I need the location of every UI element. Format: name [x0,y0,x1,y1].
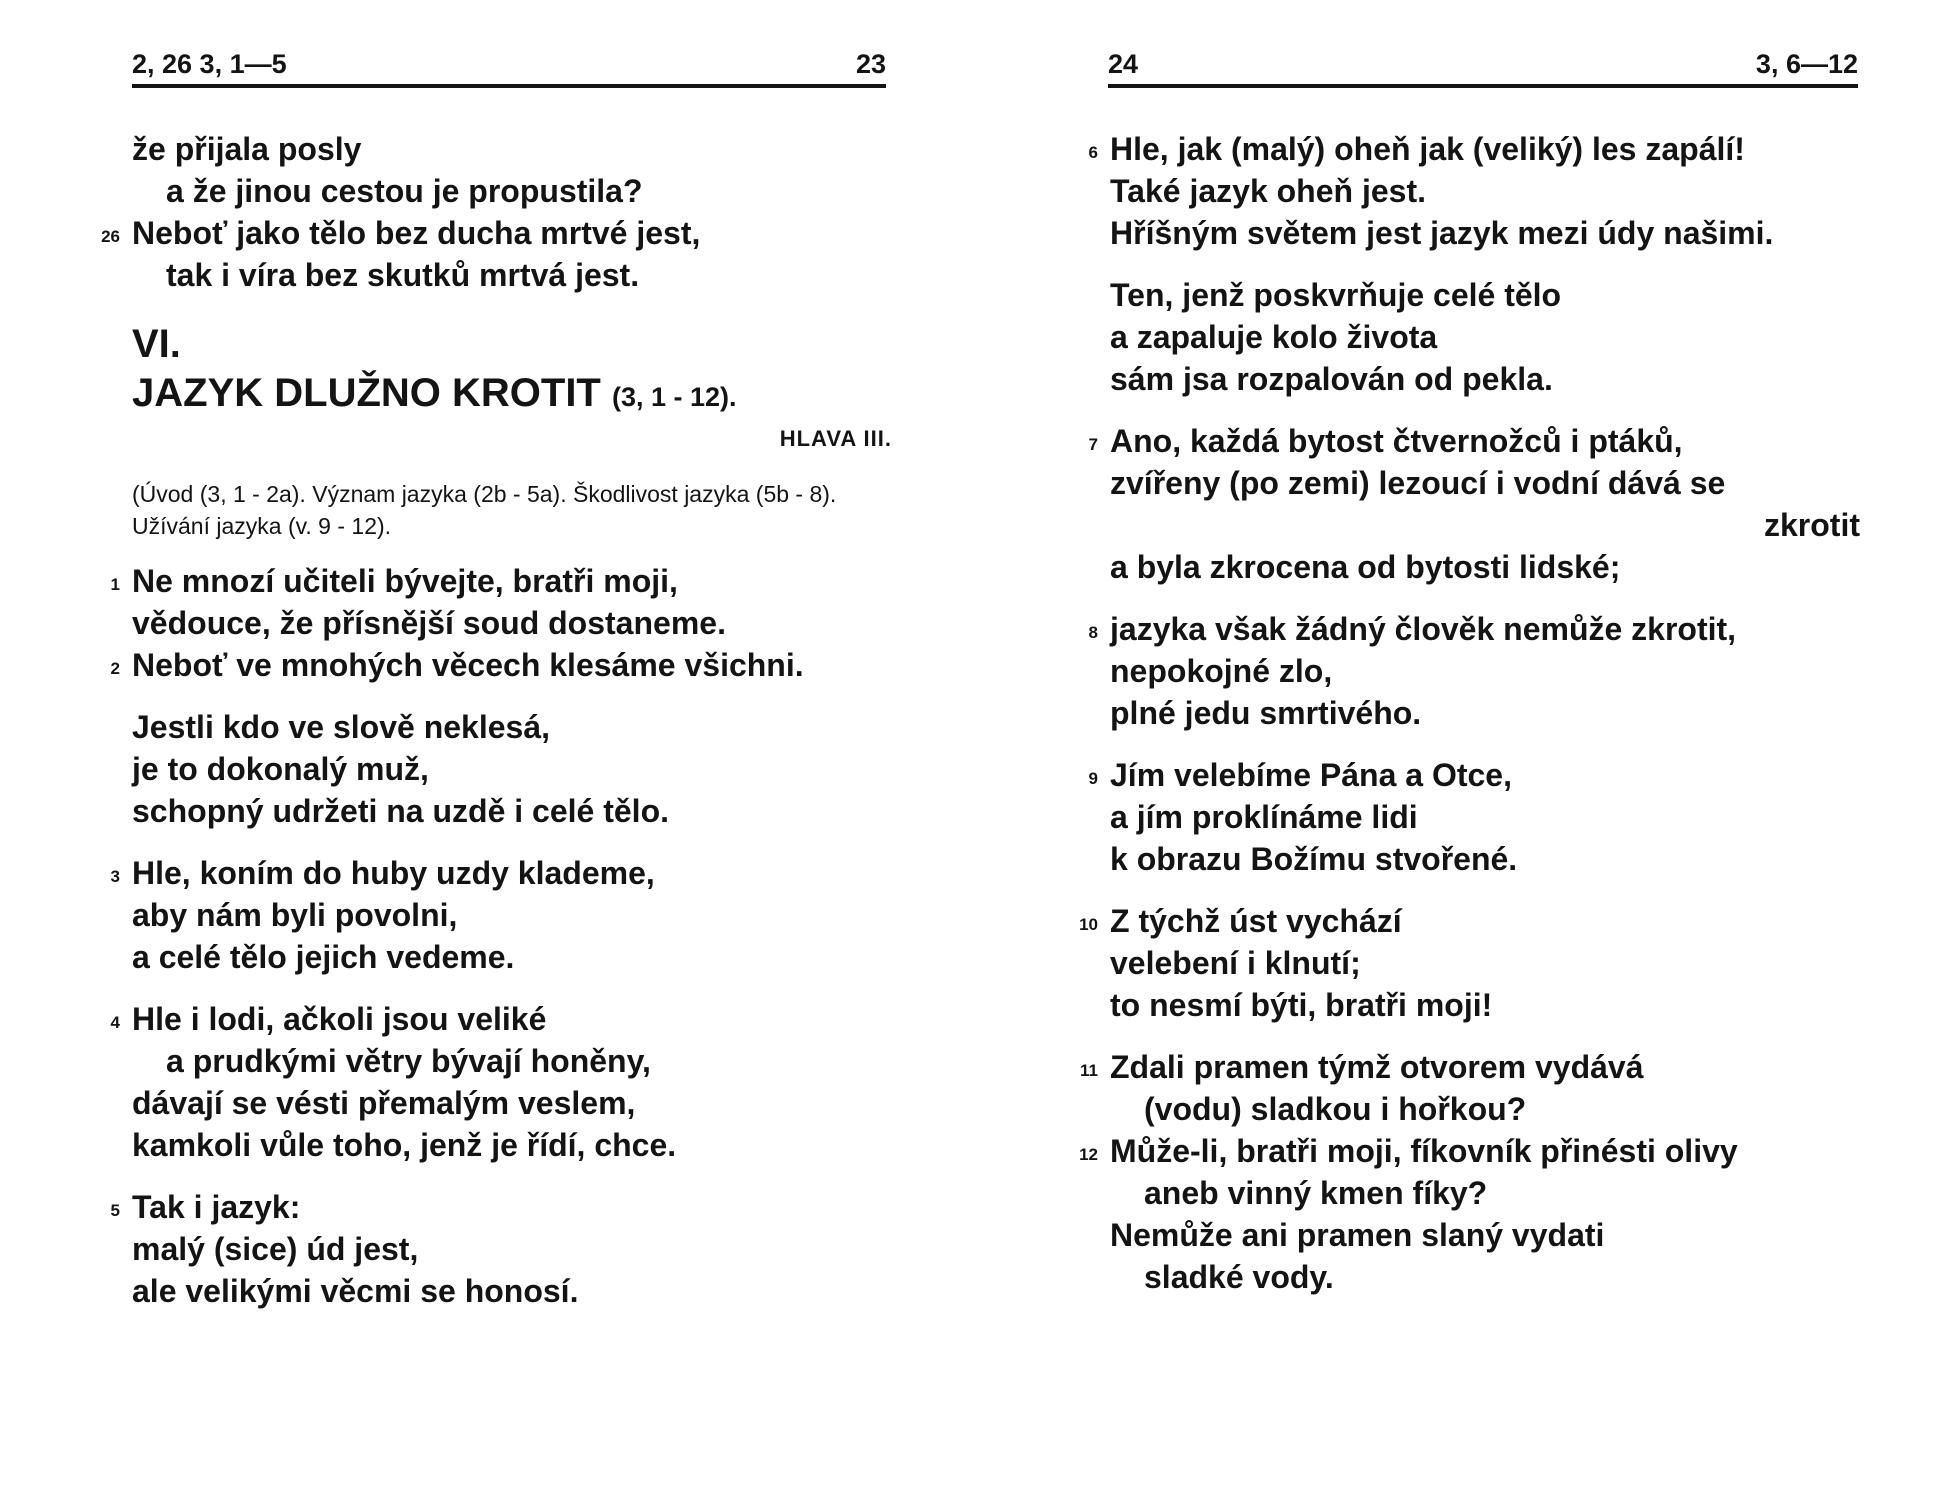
verse-text: zkrotit [1764,507,1860,543]
verse-text: je to dokonalý muž, [132,751,429,787]
verse-line [132,1228,892,1270]
verse-text: dávají se vésti přemalým veslem, [132,1085,636,1121]
verse-number: 9 [1088,769,1098,788]
verse-text: Neboť ve mnohých věcech klesáme všichni. [132,647,804,683]
verse-line [132,128,892,170]
verse-line [1110,1088,1860,1130]
verse-line [1079,1130,1860,1172]
stanza [1088,420,1860,588]
section-summary: (Úvod (3, 1 - 2a). Význam jazyka (2b - 5a). Škodlivost jazyka (5b - 8). Užívání jazyka (v. 9 - 12). [132,481,837,539]
right-page [968,0,1936,1500]
section-title [132,368,892,422]
verse-line [1110,838,1860,880]
verse-text: Ten, jenž poskvrňuje celé tělo [1110,277,1562,313]
verse-text: tak i víra bez skutků mrtvá jest. [166,257,640,293]
left-intro-lines [101,128,892,296]
verse-line [132,706,892,748]
verse-number: 1 [110,575,120,594]
stanza [110,852,892,978]
right-running-header [1108,50,1858,88]
verse-line [1110,170,1860,212]
verse-line [101,212,892,254]
right-text-block [1079,128,1860,1298]
verse-text: kamkoli vůle toho, jenž je řídí, chce. [132,1127,677,1163]
verse-number: 10 [1079,915,1098,934]
verse-line [132,1040,892,1082]
verse-line [110,998,892,1040]
verse-text: Ne mnozí učiteli bývejte, bratři moji, [132,563,678,599]
verse-text: schopný udržeti na uzdě i celé tělo. [132,793,669,829]
verse-line [1088,420,1860,462]
stanza [1088,754,1860,880]
verse-line [132,936,892,978]
verse-line [1080,1046,1860,1088]
verse-line [1110,1214,1860,1256]
verse-line [1110,358,1860,400]
right-page-number: 24 [1108,49,1139,79]
verse-text: Z týchž úst vychází [1110,903,1402,939]
verse-line [132,1082,892,1124]
verse-line [1110,316,1860,358]
stanza [1110,274,1860,400]
verse-text: velebení i klnutí; [1110,945,1361,981]
section-title-text: JAZYK DLUŽNO KROTIT [132,371,601,415]
left-text-block [101,128,892,1312]
verse-text: nepokojné zlo, [1110,653,1333,689]
verse-number: 3 [110,867,120,886]
verse-line [132,1124,892,1166]
verse-number: 26 [101,227,120,246]
verse-line [132,1270,892,1312]
verse-line [1110,546,1860,588]
verse-line [1110,274,1860,316]
verse-line [1110,212,1860,254]
verse-line [1079,900,1860,942]
verse-number: 12 [1079,1145,1098,1164]
verse-line [1110,462,1860,504]
verse-number: 6 [1088,143,1098,162]
verse-line [1110,942,1860,984]
stanza [1079,1046,1860,1298]
right-stanzas [1079,128,1860,1298]
verse-text: Jestli kdo ve slově neklesá, [132,709,551,745]
verse-line [132,748,892,790]
verse-number: 8 [1088,623,1098,642]
verse-line [132,170,892,212]
chapter-label: HLAVA III. [779,426,892,451]
verse-line [132,602,892,644]
verse-text: Tak i jazyk: [132,1189,301,1225]
verse-line [1110,984,1860,1026]
section-title-reference: (3, 1 - 12). [612,382,737,412]
verse-text: Hle, jak (malý) oheň jak (veliký) les zapálí! [1110,131,1745,167]
stanza [132,706,892,832]
verse-text: Ano, každá bytost čtvernožců i ptáků, [1110,423,1683,459]
verse-text: že přijala posly [132,131,362,167]
verse-line [1110,796,1860,838]
verse-number: 2 [110,659,120,678]
stanza [110,560,892,686]
left-running-header [132,50,886,88]
verse-text: a že jinou cestou je propustila? [166,173,643,209]
verse-line [1088,608,1860,650]
verse-text: sladké vody. [1144,1259,1334,1295]
verse-text: plné jedu smrtivého. [1110,695,1422,731]
verse-line [1088,754,1860,796]
verse-text: Jím velebíme Pána a Otce, [1110,757,1512,793]
verse-line [110,560,892,602]
stanza [1088,128,1860,254]
verse-line [1110,650,1860,692]
verse-line [1110,692,1860,734]
stanza [110,998,892,1166]
stanza [1079,900,1860,1026]
left-page-number: 23 [855,49,886,79]
verse-text: jazyka však žádný člověk nemůže zkrotit, [1110,611,1737,647]
verse-text: a celé tělo jejich vedeme. [132,939,515,975]
verse-text: Hle, koním do huby uzdy klademe, [132,855,655,891]
verse-line [1110,1256,1860,1298]
verse-line [1110,504,1860,546]
right-header-range: 3, 6—12 [1755,49,1858,79]
stanza [1088,608,1860,734]
verse-number: 7 [1088,435,1098,454]
verse-line [132,894,892,936]
verse-line [110,1186,892,1228]
section-roman-numeral: VI. [132,322,181,366]
verse-text: malý (sice) úd jest, [132,1231,419,1267]
verse-text: vědouce, že přísnější soud dostaneme. [132,605,726,641]
verse-text: a prudkými větry bývají honěny, [166,1043,651,1079]
verse-text: Také jazyk oheň jest. [1110,173,1426,209]
verse-text: Může-li, bratři moji, fíkovník přinésti olivy [1110,1133,1738,1169]
verse-text: aneb vinný kmen fíky? [1144,1175,1488,1211]
verse-text: to nesmí býti, bratři moji! [1110,987,1493,1023]
left-stanzas [110,560,892,1312]
verse-text: aby nám byli povolni, [132,897,458,933]
verse-line [132,254,892,296]
verse-text: Zdali pramen týmž otvorem vydává [1110,1049,1644,1085]
verse-number: 5 [110,1201,120,1220]
verse-text: sám jsa rozpalován od pekla. [1110,361,1553,397]
verse-text: Nemůže ani pramen slaný vydati [1110,1217,1605,1253]
verse-text: a byla zkrocena od bytosti lidské; [1110,549,1621,585]
verse-number: 4 [110,1013,120,1032]
verse-line [110,852,892,894]
verse-line [110,644,892,686]
verse-text: (vodu) sladkou i hořkou? [1144,1091,1527,1127]
verse-number: 11 [1080,1061,1098,1080]
verse-line [132,790,892,832]
left-header-range: 2, 26 3, 1—5 [132,49,287,79]
verse-text: Neboť jako tělo bez ducha mrtvé jest, [132,215,701,251]
verse-text: k obrazu Božímu stvořené. [1110,841,1518,877]
verse-line [1110,1172,1860,1214]
verse-line [1088,128,1860,170]
stanza [110,1186,892,1312]
verse-text: a jím proklínáme lidi [1110,799,1418,835]
verse-text: Hle i lodi, ačkoli jsou veliké [132,1001,547,1037]
verse-text: a zapaluje kolo života [1110,319,1438,355]
verse-text: ale velikými věcmi se honosí. [132,1273,579,1309]
verse-text: Hříšným světem jest jazyk mezi údy našimi. [1110,215,1774,251]
verse-text: zvířeny (po zemi) lezoucí i vodní dává se [1110,465,1726,501]
